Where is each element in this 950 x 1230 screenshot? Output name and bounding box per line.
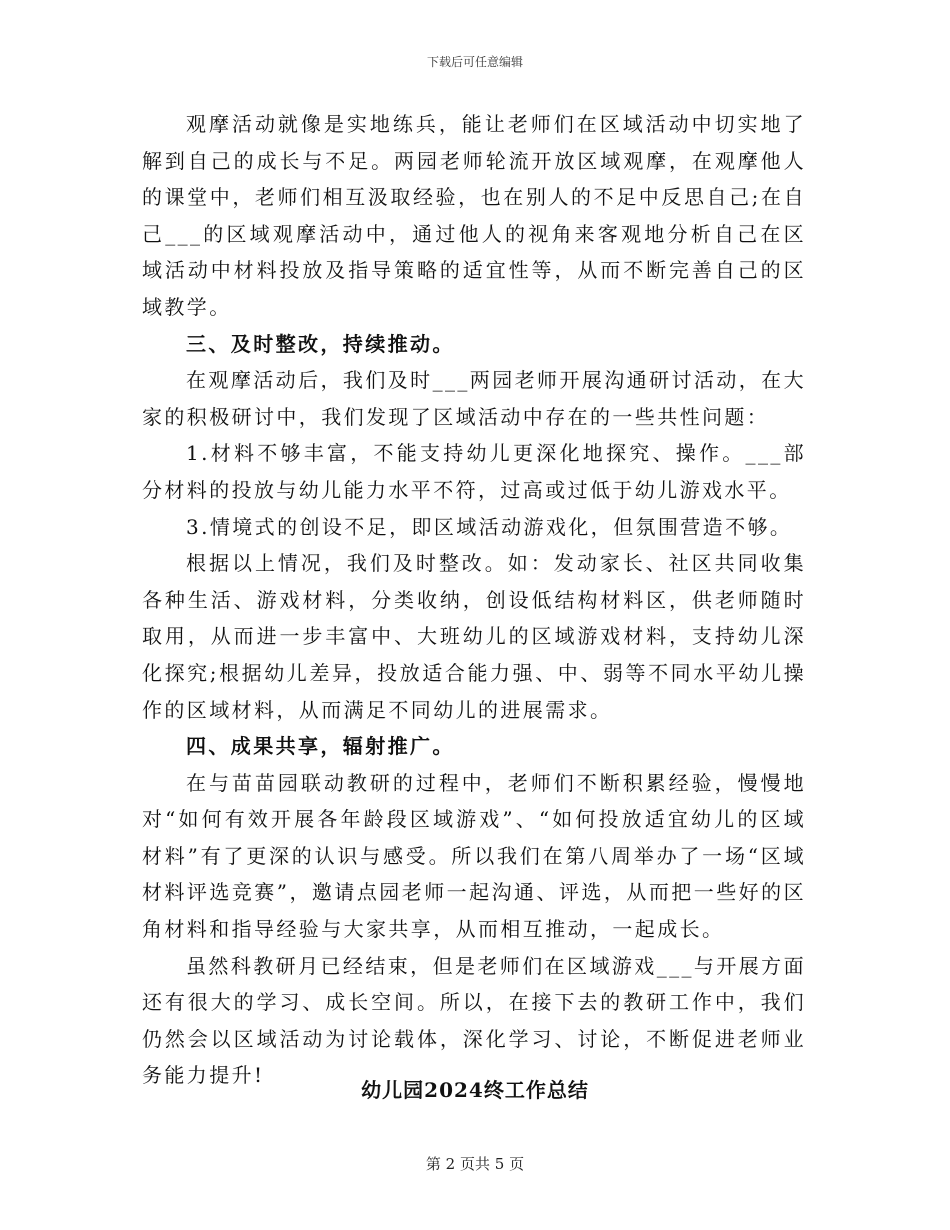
- paragraph: 在与苗苗园联动教研的过程中，老师们不断积累经验，慢慢地对“如何有效开展各年龄段区域游戏”、“如何投放适宜幼儿的区域材料”有了更深的认识与感受。所以我们在第八周举办了一场“区域材料评选竞赛”，邀请点园老师一起沟通、评选，从而把一些好的区角材料和指导经验与大家共享，从而相互推动，一起成长。: [142, 770, 806, 942]
- list-item: 3.情境式的创设不足，即区域活动游戏化，但氛围营造不够。: [186, 514, 793, 539]
- page-header: 下载后可任意编辑: [426, 55, 523, 69]
- page-footer: 第 2 页共 5 页: [425, 1155, 525, 1173]
- list-item: 1.材料不够丰富，不能支持幼儿更深化地探究、操作。___部分材料的投放与幼儿能力水平不符，过高或过低于幼儿游戏水平。: [142, 441, 806, 502]
- section-heading: 三、及时整改，持续推动。: [186, 331, 455, 356]
- paragraph: 观摩活动就像是实地练兵，能让老师们在区域活动中切实地了解到自己的成长与不足。两园老师轮流开放区域观摩，在观摩他人的课堂中，老师们相互汲取经验，也在别人的不足中反思自己;在自己___的区域观摩活动中，通过他人的视角来客观地分析自己在区域活动中材料投放及指导策略的适宜性等，从而不断完善自己的区域教学。: [142, 112, 806, 319]
- section-heading: 四、成果共享，辐射推广。: [186, 734, 455, 759]
- paragraph: 在观摩活动后，我们及时___两园老师开展沟通研讨活动，在大家的积极研讨中，我们发现了区域活动中存在的一些共性问题：: [142, 368, 806, 429]
- document-body: [142, 106, 806, 1094]
- paragraph: 根据以上情况，我们及时整改。如：发动家长、社区共同收集各种生活、游戏材料，分类收纳，创设低结构材料区，供老师随时取用，从而进一步丰富中、大班幼儿的区域游戏材料，支持幼儿深化探究;根据幼儿差异，投放适合能力强、中、弱等不同水平幼儿操作的区域材料，从而满足不同幼儿的进展需求。: [142, 551, 806, 722]
- paragraph: 虽然科教研月已经结束，但是老师们在区域游戏___与开展方面还有很大的学习、成长空间。所以，在接下去的教研工作中，我们仍然会以区域活动为讨论载体，深化学习、讨论，不断促进老师业务能力提升!: [142, 953, 806, 1088]
- document-title: 幼儿园2024终工作总结: [361, 1078, 589, 1102]
